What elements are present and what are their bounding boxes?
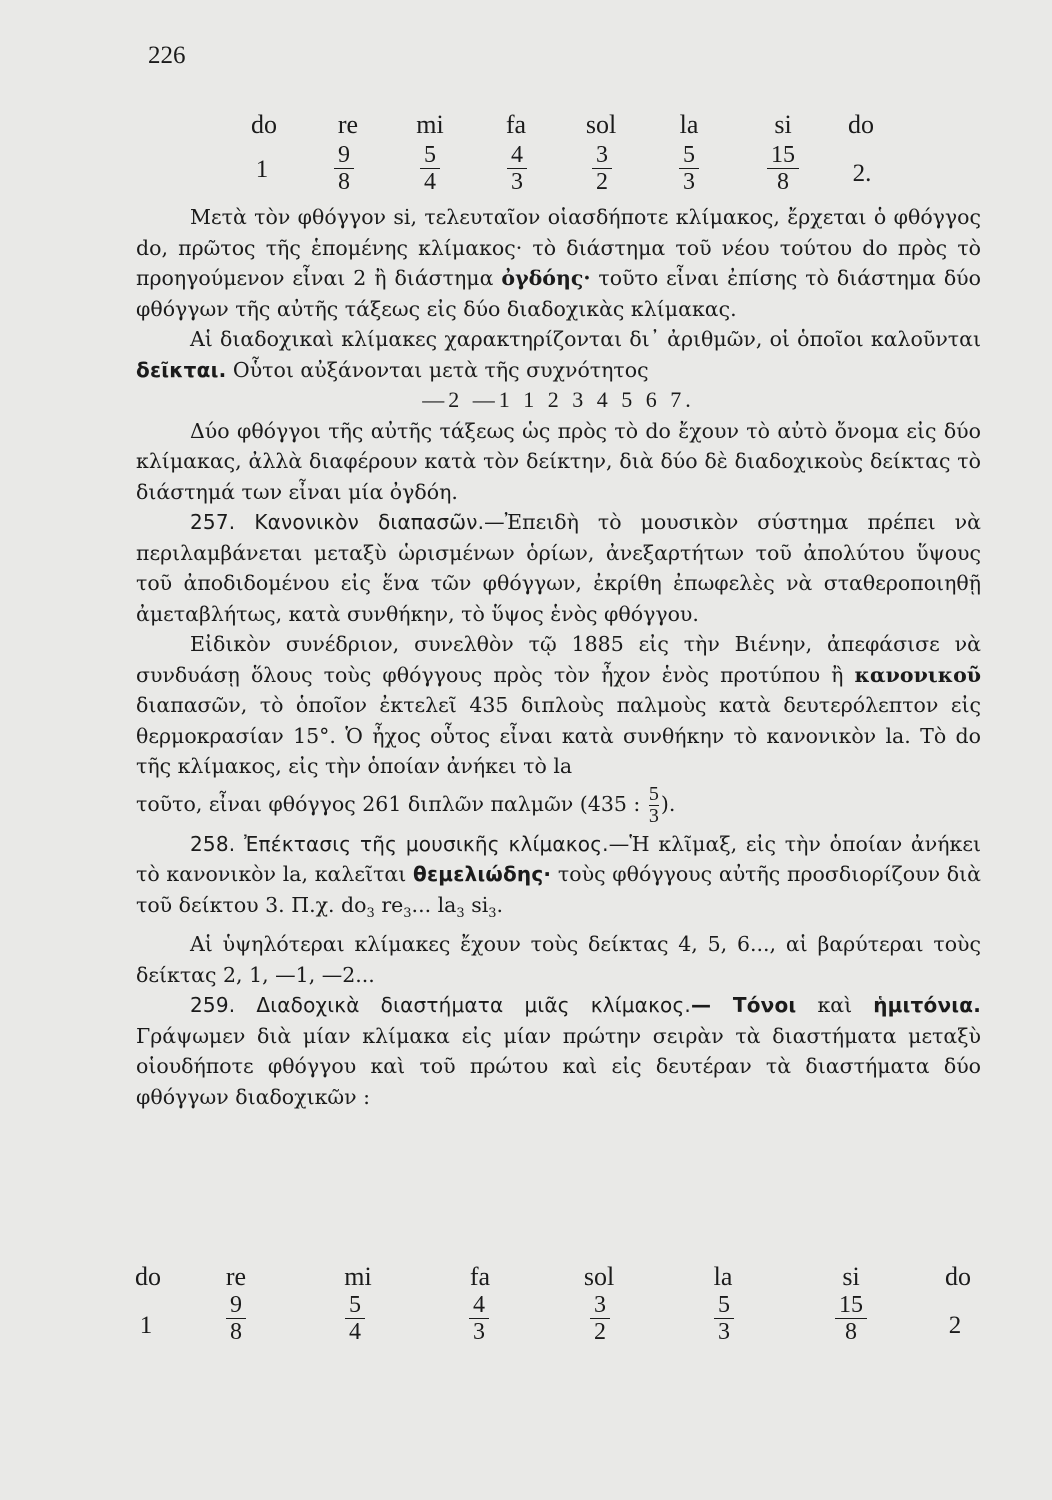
ratio-fraction xyxy=(469,1292,489,1346)
ratio-last: 2 xyxy=(948,1312,962,1339)
numerator: 5 xyxy=(718,1292,730,1318)
paragraph-continuation: τοῦτο, εἶναι φθόγγος 261 διπλῶν παλμῶν (435 : $\frac{5}{3}$ ). xyxy=(136,782,676,827)
denominator: 3 xyxy=(679,168,699,195)
ratio-fraction xyxy=(420,142,440,196)
denominator: 8 xyxy=(226,1318,246,1345)
numerator: 15 xyxy=(771,142,795,168)
page-number: 226 xyxy=(148,42,186,69)
body-text xyxy=(136,202,981,1112)
ratio-fraction xyxy=(226,1292,246,1346)
ratio-last: 2. xyxy=(852,160,872,187)
denominator: 8 xyxy=(767,168,799,195)
ratio-fraction xyxy=(507,142,527,196)
fraction: $\frac{5}{3}$ xyxy=(648,782,659,827)
ratio-first: 1 xyxy=(255,156,269,183)
numerator: 3 xyxy=(596,142,608,168)
ratio-fraction xyxy=(592,142,612,196)
note-label: re xyxy=(337,110,359,139)
index-sequence: —2 —1 1 2 3 4 5 6 7. xyxy=(422,387,695,412)
numerator: 15 xyxy=(839,1292,863,1318)
note-label: do xyxy=(135,1262,161,1291)
note-label: fa xyxy=(469,1262,491,1291)
section-257: 257. Κανονικὸν διαπασῶν.—Ἐπειδὴ τὸ μουσικὸν σύστημα πρέπει νὰ περιλαμβάνεται μεταξὺ ὡρισμένων ὁρίων, ἀνεξαρτήτων τοῦ ἀπολύτου ὕψους τοῦ ἀποδιδομένου εἰς ἕνα τῶν φθόγγων, ἐκρίθη ἐπωφελὲς νὰ σταθεροποιηθῇ ἀμεταβλήτως, κατὰ συνθήκην, τὸ ὕψος ἑνὸς φθόγγου. xyxy=(136,510,981,626)
note-label: la xyxy=(679,110,699,139)
note-label: do xyxy=(945,1262,971,1291)
paragraph: Εἰδικὸν συνέδριον, συνελθὸν τῷ 1885 εἰς τὴν Βιένην, ἀπεφάσισε νὰ συνδυάσῃ ὅλους τοὺς φθόγγους πρὸς τὸν ἦχον ἑνὸς προτύπου ἢ κανονικοῦ διαπασῶν, τὸ ὁποῖον ἐκτελεῖ 435 διπλοὺς παλμοὺς κατὰ δευτερόλεπτον εἰς θερμοκρασίαν 15°. Ὁ ἦχος οὗτος εἶναι κατὰ συνθήκην τὸ κανονικὸν la. Τὸ do τῆς κλίμακος, εἰς τὴν ὁποίαν ἀνήκει τὸ la xyxy=(136,632,981,778)
numerator: 4 xyxy=(473,1292,485,1318)
denominator: 2 xyxy=(590,1318,610,1345)
ratio-fraction xyxy=(835,1292,867,1346)
denominator: 3 xyxy=(714,1318,734,1345)
ratio-fraction xyxy=(714,1292,734,1346)
numerator: 9 xyxy=(230,1292,242,1318)
section-258: 258. Ἐπέκτασις τῆς μουσικῆς κλίμακος.—Ἡ κλῖμαξ, εἰς τὴν ὁποίαν ἀνήκει τὸ κανονικὸν la, καλεῖται θεμελιώδης· τοὺς φθόγγους αὐτῆς προσδιορίζουν διὰ τοῦ δείκτου 3. Π.χ. $do_3$ $re_3$... $la_3$ $si_3$. xyxy=(136,831,981,921)
ratio-fraction xyxy=(334,142,354,196)
numerator: 4 xyxy=(511,142,523,168)
section-heading: 259. Διαδοχικὰ διαστήματα μιᾶς κλίμακος. xyxy=(190,993,691,1018)
section-heading: 257. Κανονικὸν διαπασῶν. xyxy=(190,510,485,534)
paragraph: Αἱ ὑψηλότεραι κλίμακες ἔχουν τοὺς δείκτας 4, 5, 6..., αἱ βαρύτεραι τοὺς δείκτας 2, 1, —1, —2... xyxy=(136,932,981,987)
denominator: 3 xyxy=(469,1318,489,1345)
note-label: mi xyxy=(344,1262,372,1291)
ratio-fraction xyxy=(679,142,699,196)
denominator: 4 xyxy=(345,1318,365,1345)
numerator: 5 xyxy=(424,142,436,168)
note-label: do xyxy=(848,110,874,139)
note-label: sol xyxy=(585,110,617,139)
note-label: la xyxy=(713,1262,733,1291)
denominator: 8 xyxy=(334,168,354,195)
note-label: fa xyxy=(505,110,527,139)
numerator: 5 xyxy=(349,1292,361,1318)
denominator: 8 xyxy=(835,1318,867,1345)
numerator: 3 xyxy=(594,1292,606,1318)
note-label: do xyxy=(251,110,277,139)
numerator: 9 xyxy=(338,142,350,168)
section-heading: 258. Ἐπέκτασις τῆς μουσικῆς κλίμακος. xyxy=(190,831,609,856)
note-label: si xyxy=(842,1262,860,1291)
ratio-fraction xyxy=(767,142,799,196)
note-label: re xyxy=(225,1262,247,1291)
note-label: si xyxy=(774,110,792,139)
note-label: mi xyxy=(416,110,444,139)
numerator: 5 xyxy=(683,142,695,168)
note-label: sol xyxy=(583,1262,615,1291)
paragraph: Δύο φθόγγοι τῆς αὐτῆς τάξεως ὡς πρὸς τὸ do ἔχουν τὸ αὐτὸ ὄνομα εἰς δύο κλίμακας, ἀλλὰ διαφέρουν κατὰ τὸν δείκτην, διὰ δύο δὲ διαδοχικοὺς δείκτας τὸ διάστημά των εἶναι μία ὀγδόη. xyxy=(136,418,981,504)
ratio-fraction xyxy=(345,1292,365,1346)
ratio-fraction xyxy=(590,1292,610,1346)
paragraph: Μετὰ τὸν φθόγγον si, τελευταῖον οἱασδήποτε κλίμακος, ἔρχεται ὁ φθόγγος do, πρῶτος τῆς ἑπομένης κλίμακος· τὸ διάστημα τοῦ νέου τούτου do πρὸς τὸ προηγούμενον εἶναι 2 ἢ διάστημα ὀγδόης· τοῦτο εἶναι ἐπίσης τὸ διάστημα δύο φθόγγων τῆς αὐτῆς τάξεως εἰς δύο διαδοχικὰς κλίμακας. xyxy=(136,205,981,321)
paragraph: Αἱ διαδοχικαὶ κλίμακες χαρακτηρίζονται δι᾿ ἀριθμῶν, οἱ ὁποῖοι καλοῦνται δεῖκται. Οὗτοι αὐξάνονται μετὰ τῆς συχνότητος xyxy=(136,327,981,382)
denominator: 2 xyxy=(592,168,612,195)
denominator: 4 xyxy=(420,168,440,195)
section-259: 259. Διαδοχικὰ διαστήματα μιᾶς κλίμακος.— Τόνοι καὶ ἡμιτόνια. Γράψωμεν διὰ μίαν κλίμακα εἰς μίαν πρώτην σειρὰν τὰ διαστήματα μεταξὺ οἱουδήποτε φθόγγου καὶ τοῦ πρώτου καὶ εἰς δευτέραν τὰ διαστήματα δύο φθόγγων διαδοχικῶν : xyxy=(136,993,982,1109)
denominator: 3 xyxy=(507,168,527,195)
ratio-first: 1 xyxy=(139,1312,153,1339)
